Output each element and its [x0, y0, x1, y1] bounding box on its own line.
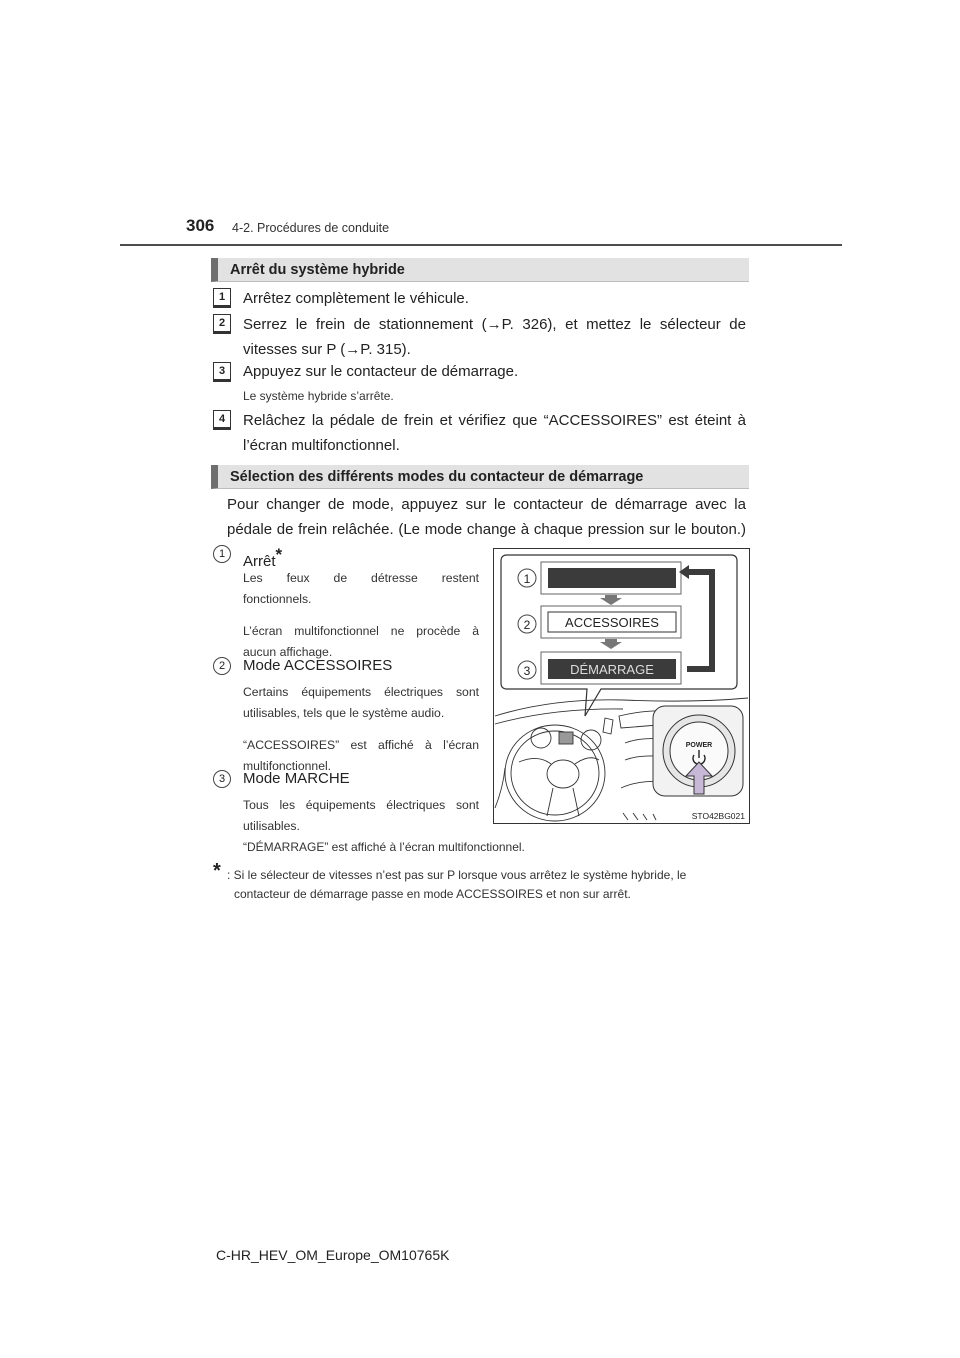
- power-switch-illustration: [493, 548, 750, 824]
- header-rule: [120, 244, 842, 246]
- modes-intro-line1: Pour changer de mode, appuyez sur le contacteur de démarrage avec la: [227, 496, 746, 513]
- step-text-4-line2: l’écran multifonctionnel.: [243, 437, 400, 454]
- mode-title-2: Mode ACCESSOIRES: [243, 657, 393, 674]
- document-code: C-HR_HEV_OM_Europe_OM10765K: [216, 1247, 450, 1263]
- mode-2-p1-line1: Certains équipements électriques sont: [243, 685, 479, 699]
- mode-2-description: [243, 682, 479, 777]
- step-text-2: [243, 312, 746, 362]
- footnote-line2: contacteur de démarrage passe en mode ACCESSOIRES et non sur arrêt.: [234, 887, 631, 901]
- mode-2-p2-line2: multifonctionnel.: [243, 759, 332, 773]
- mode-number-2: 2: [213, 657, 231, 675]
- step-number-3: 3: [213, 362, 231, 380]
- modes-intro: [227, 492, 746, 542]
- mode-3-description: [243, 795, 479, 837]
- mode-3-p2: “DÉMARRAGE” est affiché à l’écran multifonctionnel.: [243, 840, 525, 854]
- mode-1-p1-line1: Les feux de détresse restent: [243, 571, 479, 585]
- step-text-3: Appuyez sur le contacteur de démarrage.: [243, 363, 519, 380]
- mode-1-description: [243, 568, 479, 663]
- step-text-2-line1: Serrez le frein de stationnement (→P. 326), et mettez le sélecteur de: [243, 316, 746, 333]
- mode-1-p2-line1: L’écran multifonctionnel ne procède à: [243, 624, 479, 638]
- image-code: STO42BG021: [691, 811, 745, 821]
- footnote-line1: : Si le sélecteur de vitesses n’est pas sur P lorsque vous arrêtez le système hybride, le: [227, 868, 687, 882]
- mode-2-p1-line2: utilisables, tels que le système audio.: [243, 706, 445, 720]
- step-number-2: 2: [213, 314, 231, 332]
- step-text-4-line1: Relâchez la pédale de frein et vérifiez que “ACCESSOIRES” est éteint à: [243, 412, 746, 429]
- page-number: 306: [186, 216, 215, 235]
- display-label-demarrage: DÉMARRAGE: [570, 662, 654, 677]
- step-text-2-line2: vitesses sur P (→P. 315).: [243, 341, 411, 358]
- callout-number-3: 3: [523, 664, 531, 678]
- mode-3-p1-line2: utilisables.: [243, 819, 300, 833]
- step-text-1: Arrêtez complètement le véhicule.: [243, 290, 469, 307]
- callout-number-2: 2: [523, 618, 531, 632]
- modes-intro-line2: pédale de frein relâchée. (Le mode change à chaque pression sur le bouton.): [227, 521, 746, 538]
- step-number-1: 1: [213, 288, 231, 306]
- mode-1-p1-line2: fonctionnels.: [243, 592, 312, 606]
- mode-title-1: [243, 545, 282, 570]
- display-off: [548, 568, 676, 588]
- mode-title-3: Mode MARCHE: [243, 770, 350, 787]
- modes-section-heading-text: Sélection des différents modes du contacteur de démarrage: [230, 469, 644, 485]
- display-label-accessoires: ACCESSOIRES: [565, 615, 659, 630]
- stop-section-heading-text: Arrêt du système hybride: [230, 262, 405, 278]
- stop-section-heading: [211, 258, 749, 282]
- step-3-note: Le système hybride s’arrête.: [243, 389, 394, 403]
- callout-number-1: 1: [523, 572, 531, 586]
- footnote-text: [227, 866, 747, 904]
- power-label: POWER: [685, 742, 713, 749]
- mode-1-p2-line2: aucun affichage.: [243, 645, 333, 659]
- modes-section-heading: [211, 465, 749, 489]
- mode-title-1-text: Arrêt: [243, 553, 276, 570]
- step-number-4: 4: [213, 410, 231, 428]
- mode-3-p1-line1: Tous les équipements électriques sont: [243, 798, 479, 812]
- mode-number-3: 3: [213, 770, 231, 788]
- mode-2-p2-line1: “ACCESSOIRES” est affiché à l’écran: [243, 738, 479, 752]
- footnote-star: *: [213, 860, 221, 882]
- section-title: 4-2. Procédures de conduite: [232, 221, 390, 235]
- mode-number-1: 1: [213, 545, 231, 563]
- mode-title-1-star: *: [275, 545, 283, 564]
- step-text-4: [243, 408, 746, 458]
